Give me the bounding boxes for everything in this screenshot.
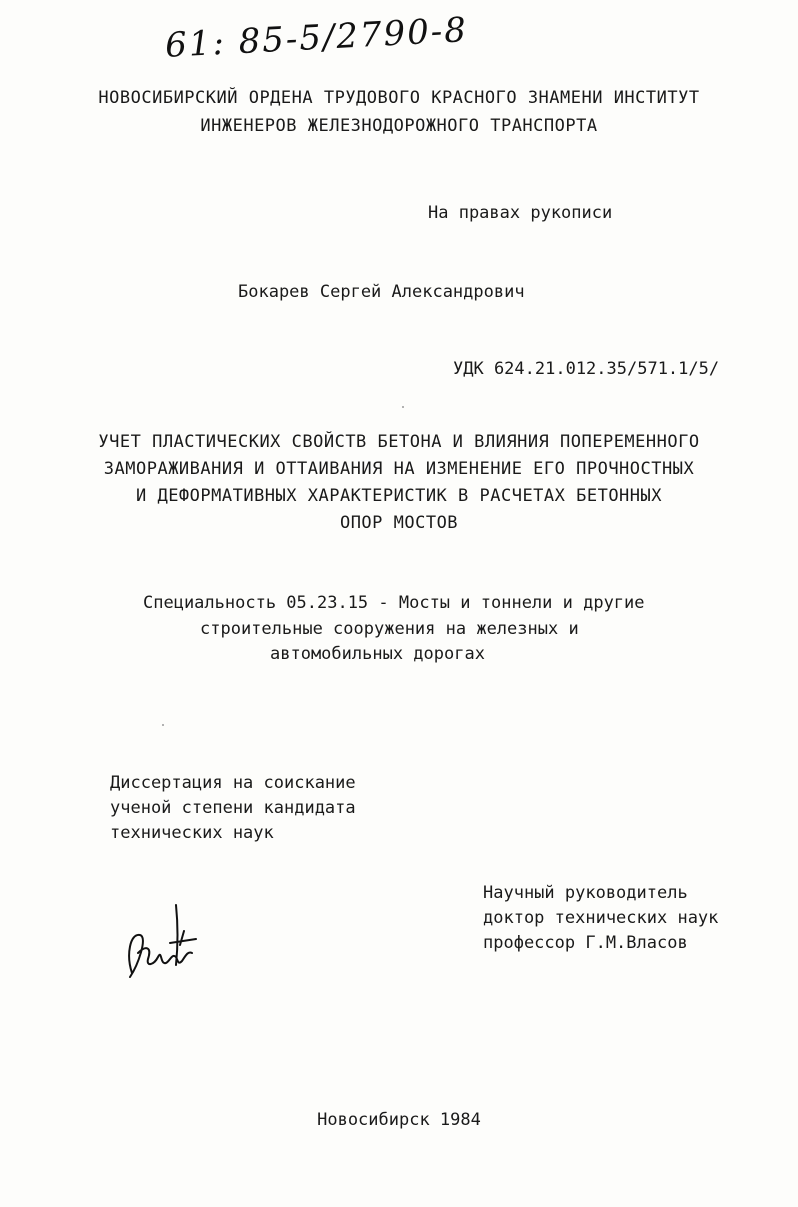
supervisor-line-3: профессор Г.М.Власов [483, 933, 688, 953]
specialty-line-1: Специальность 05.23.15 - Мосты и тоннели и другие [143, 593, 645, 613]
title-line-1: УЧЕТ ПЛАСТИЧЕСКИХ СВОЙСТВ БЕТОНА И ВЛИЯНИЯ ПОПЕРЕМЕННОГО [98, 432, 700, 452]
author-name: Бокарев Сергей Александрович [238, 282, 525, 302]
institute-line-1: НОВОСИБИРСКИЙ ОРДЕНА ТРУДОВОГО КРАСНОГО ЗНАМЕНИ ИНСТИТУТ [98, 88, 700, 108]
title-line-3: И ДЕФОРМАТИВНЫХ ХАРАКТЕРИСТИК В РАСЧЕТАХ БЕТОННЫХ [135, 486, 662, 506]
udc-code: УДК 624.21.012.35/571.1/5/ [453, 359, 720, 379]
dissertation-line-2: ученой степени кандидата [110, 798, 356, 818]
title-line-2: ЗАМОРАЖИВАНИЯ И ОТТАИВАНИЯ НА ИЗМЕНЕНИЕ ЕГО ПРОЧНОСТНЫХ [103, 459, 695, 479]
paper-speck [402, 406, 404, 408]
paper-speck [162, 724, 164, 726]
institute-line-2: ИНЖЕНЕРОВ ЖЕЛЕЗНОДОРОЖНОГО ТРАНСПОРТА [200, 116, 598, 136]
specialty-line-3: автомобильных дорогах [270, 644, 485, 664]
manuscript-rights: На правах рукописи [428, 203, 613, 223]
footer-city-year: Новосибирск 1984 [317, 1110, 481, 1130]
specialty-line-2: строительные сооружения на железных и [200, 619, 579, 639]
supervisor-line-2: доктор технических наук [483, 908, 719, 928]
handwritten-signature [118, 895, 208, 990]
dissertation-line-1: Диссертация на соискание [110, 773, 356, 793]
title-line-4: ОПОР МОСТОВ [339, 513, 459, 533]
supervisor-line-1: Научный руководитель [483, 883, 688, 903]
dissertation-line-3: технических наук [110, 823, 274, 843]
archive-number-handwritten: 61: 85-5/2790-8 [164, 10, 469, 66]
